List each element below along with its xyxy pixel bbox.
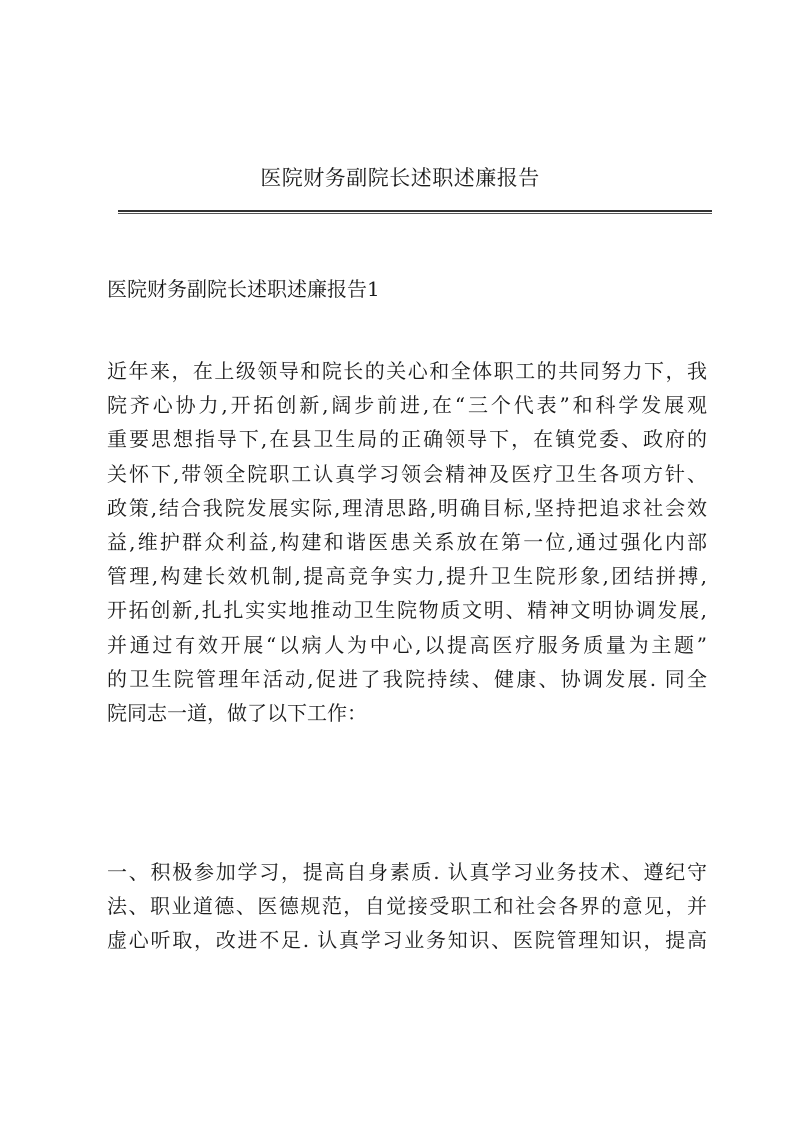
body-paragraph (107, 354, 707, 730)
paragraph-line: 的卫生院管理年活动,促进了我院持续、健康、协调发展. 同全 (107, 666, 707, 691)
paragraph-line: 并通过有效开展“以病人为中心,以提高医疗服务质量为主题” (107, 632, 707, 657)
paragraph-line: 重要思想指导下,在县卫生局的正确领导下，在镇党委、政府的 (107, 427, 707, 452)
paragraph-line: 管理,构建长效机制,提高竞争实力,提升卫生院形象,团结拼搏, (107, 564, 707, 589)
title-divider (118, 210, 712, 214)
paragraph-line: 政策,结合我院发展实际,理清思路,明确目标,坚持把追求社会效 (107, 495, 707, 520)
paragraph-line: 关怀下,带领全院职工认真学习领会精神及医疗卫生各项方针、 (107, 461, 707, 486)
paragraph-line: 院齐心协力,开拓创新,阔步前进,在“三个代表”和科学发展观 (107, 393, 707, 418)
paragraph-line: 法、职业道德、医德规范，自觉接受职工和社会各界的意见，并 (107, 894, 707, 919)
paragraph-line: 开拓创新,扎扎实实地推动卫生院物质文明、精神文明协调发展, (107, 598, 707, 623)
paragraph-line: 一、积极参加学习，提高自身素质. 认真学习业务技术、遵纪守 (107, 860, 707, 884)
body-paragraph (107, 855, 707, 958)
paragraph-line: 益,维护群众利益,构建和谐医患关系放在第一位,通过强化内部 (107, 529, 707, 554)
document-title: 医院财务副院长述职述廉报告 (260, 166, 540, 190)
paragraph-line: 院同志一道，做了以下工作： (107, 700, 367, 725)
section-heading: 医院财务副院长述职述廉报告1 (107, 277, 380, 301)
paragraph-line: 近年来，在上级领导和院长的关心和全体职工的共同努力下，我 (107, 359, 707, 383)
paragraph-line: 虚心听取，改进不足. 认真学习业务知识、医院管理知识，提高 (107, 928, 707, 953)
